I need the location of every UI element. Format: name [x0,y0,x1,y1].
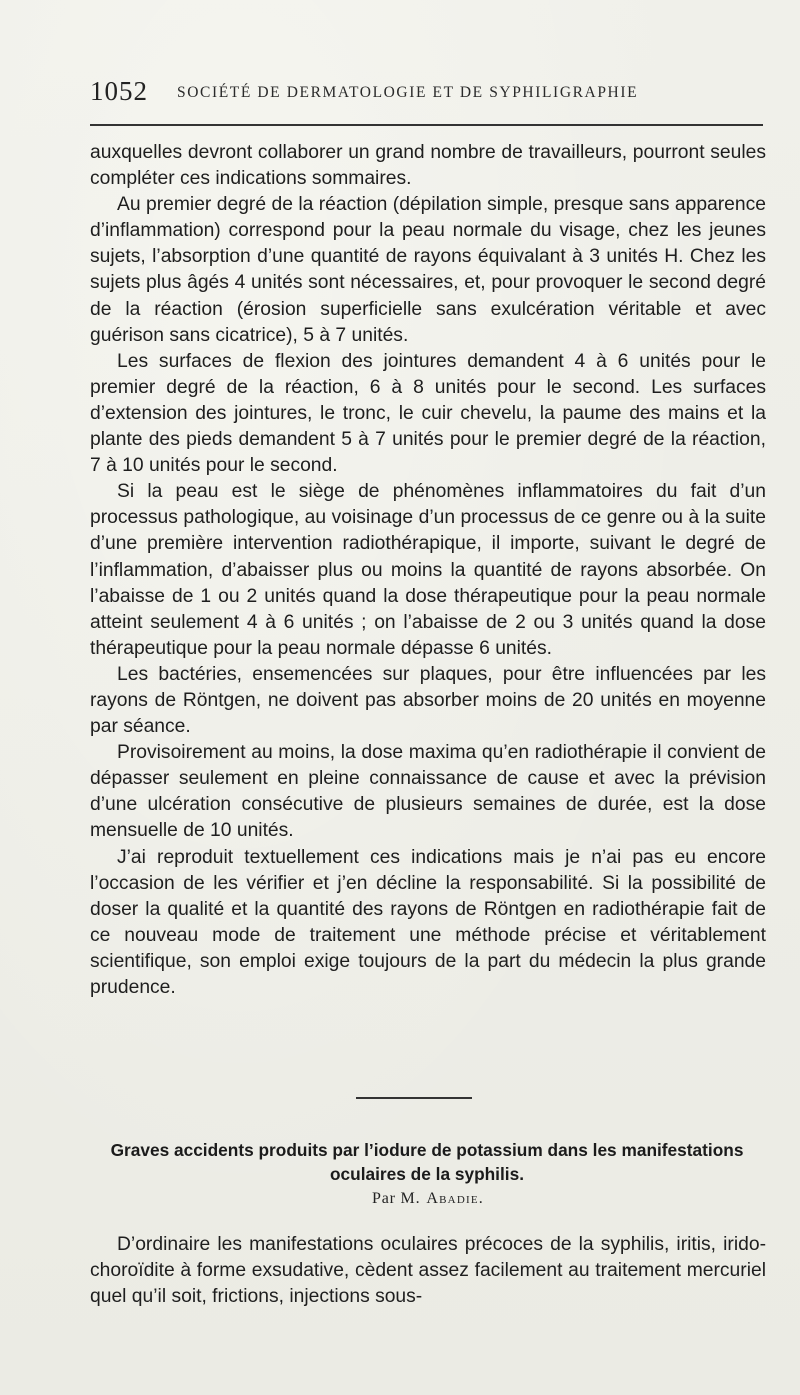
paragraph: J’ai reproduit textuellement ces indications mais je n’ai pas eu encore l’occasion de les vérifier et j’en décline la responsabilité. Si la possibilité de doser la qualité et la quantité des rayons de Röntgen en radiothérapie fait de ce nouveau mode de traitement une méthode précise et véritablement scientifique, son emploi exige toujours de la part du médecin la plus grande prudence. [90,846,766,998]
article-byline [90,1190,766,1208]
running-title: SOCIÉTÉ DE DERMATOLOGIE ET DE SYPHILIGRAPHIE [177,84,639,101]
paragraph: Les surfaces de flexion des jointures demandent 4 à 6 unités pour le premier degré de la réaction, 6 à 8 unités pour le second. Les surfaces d’extension des jointures, le tronc, le cuir chevelu, la paume des mains et la plante des pieds demandent 5 à 7 unités pour le premier degré de la réaction, 7 à 10 unités pour le second. [90,350,766,477]
section-separator [356,1097,472,1099]
article-body [90,1232,766,1310]
article-title: Graves accidents produits par l’iodure de potassium dans les manifestations oculaires de la syphilis. [110,1140,744,1184]
byline-prefix: Par M. [372,1190,421,1207]
paragraph: Les bactéries, ensemencées sur plaques, pour être influencées par les rayons de Röntgen, ne doivent pas absorber moins de 20 unités en moyenne par séance. [90,663,766,738]
page-number: 1052 [90,76,148,106]
header-rule [90,124,763,126]
byline-author: Abadie. [426,1190,484,1207]
page-header [90,76,765,110]
body-text [90,140,766,1001]
paragraph: Provisoirement au moins, la dose maxima qu’en radiothérapie il convient de dépasser seulement en pleine connaissance de cause et avec la prévision d’une ulcération consécutive de plusieurs semaines de durée, est la dose mensuelle de 10 unités. [90,742,766,842]
paragraph: Si la peau est le siège de phénomènes inflammatoires du fait d’un processus pathologique, au voisinage d’un processus de ce genre ou à la suite d’une première intervention radiothérapique, il importe, suivant le degré de l’inflammation, d’abaisser plus ou moins la quantité de rayons absorbée. On l’abaisse de 1 ou 2 unités quand la dose thérapeutique pour la peau normale atteint seulement 4 à 6 unités ; on l’abaisse de 2 ou 3 unités quand la dose thérapeutique pour la peau normale dépasse 6 unités. [90,481,766,659]
paragraph: D’ordinaire les manifestations oculaires précoces de la syphilis, iritis, irido-choroïdite à forme exsudative, cèdent assez facilement au traitement mercuriel quel qu’il soit, frictions, injections sous- [90,1234,766,1308]
paragraph: Au premier degré de la réaction (dépilation simple, presque sans apparence d’inflammation) correspond pour la peau normale du visage, chez les jeunes sujets, l’absorption d’une quantité de rayons équivalant à 3 unités H. Chez les sujets plus âgés 4 unités sont nécessaires, et, pour provoquer le second degré de la réaction (érosion superficielle sans exulcération véritable et avec guérison sans cicatrice), 5 à 7 unités. [90,194,766,346]
paragraph: auxquelles devront collaborer un grand nombre de travailleurs, pourront seules compléter ces indications sommaires. [90,142,766,190]
